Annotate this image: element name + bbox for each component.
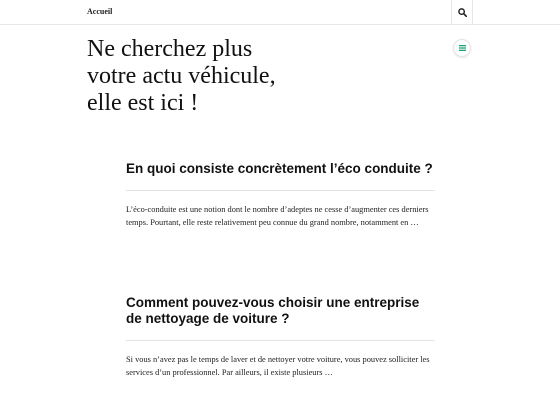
article-excerpt: Si vous n’avez pas le temps de laver et de nettoyer votre voiture, vous pouvez solliciter les services d’un professionnel. Par ailleurs, il existe plusieurs …: [126, 355, 430, 378]
article-divider: [126, 190, 435, 191]
article-item: [126, 161, 435, 230]
top-bar: [0, 0, 560, 25]
search-button[interactable]: [451, 0, 473, 24]
article-divider: [126, 340, 435, 341]
article-title-link[interactable]: En quoi consiste concrètement l’éco conduite ?: [126, 161, 433, 176]
menu-icon: [459, 45, 466, 51]
site-title[interactable]: Ne cherchez plus votre actu véhicule, elle est ici !: [87, 36, 276, 116]
article-title-link[interactable]: Comment pouvez-vous choisir une entreprise de nettoyage de voiture ?: [126, 295, 420, 326]
article-item: [126, 295, 435, 380]
menu-toggle-button[interactable]: [454, 40, 470, 56]
article-excerpt: L’éco-conduite est une notion dont le nombre d’adeptes ne cesse d’augmenter ces derniers temps. Pourtant, elle reste relativement peu connue du grand nombre, notamment en …: [126, 205, 429, 228]
search-icon: [458, 8, 467, 17]
nav-link-home[interactable]: Accueil: [87, 7, 113, 16]
